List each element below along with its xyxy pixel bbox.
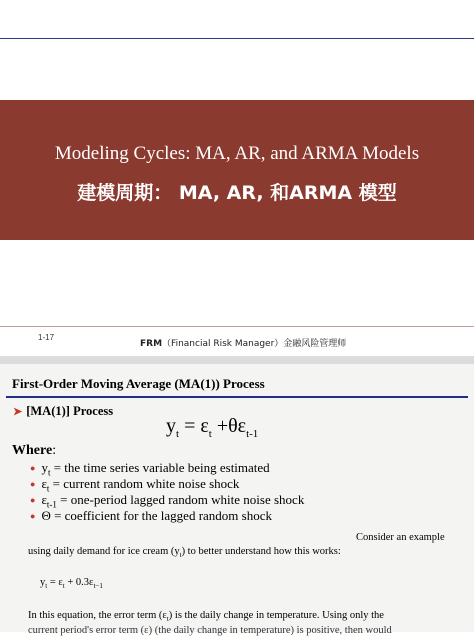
eq-eps: = ε <box>179 415 209 437</box>
example-equation <box>40 577 103 590</box>
example-line-1: Consider an example <box>356 532 445 543</box>
slide-title-english: Modeling Cycles: MA, AR, and ARMA Models <box>54 143 420 164</box>
def-text: = current random white noise shock <box>49 476 240 491</box>
eq-y: y <box>166 415 176 437</box>
example-sub: t <box>179 551 182 560</box>
where-text: Where <box>12 443 53 458</box>
example-text: ) is the daily change in temperature. Using only the <box>168 610 384 621</box>
eq-sub: t <box>62 582 65 591</box>
example-sub: t <box>166 615 169 624</box>
eq-eps-lag-sub: t-1 <box>246 428 259 440</box>
ma1-equation <box>166 415 258 440</box>
example-line-4: current period's error term (ε) (the daily change in temperature) is positive, then would <box>28 625 392 636</box>
eq-part: y <box>40 577 46 588</box>
bullet-dot-icon: ● <box>30 463 36 473</box>
def-sub: t <box>47 467 51 478</box>
page-number: 1-17 <box>38 333 55 342</box>
eq-y-sub: t <box>176 428 180 440</box>
def-text: = one-period lagged random white noise shock <box>56 492 305 507</box>
bullet-dot-icon: ● <box>30 479 36 489</box>
heading-rule <box>6 396 468 398</box>
example-text: using daily demand for ice cream (y <box>28 546 180 557</box>
arrow-bullet-icon: ➤ <box>13 406 23 418</box>
def-sub: t-1 <box>46 499 57 510</box>
footer-rest: （Financial Risk Manager）金融风险管理师 <box>162 339 347 349</box>
definition-item <box>30 460 304 476</box>
footer-frm: FRM <box>140 339 163 349</box>
top-rule <box>0 38 474 39</box>
def-sub: t <box>46 483 50 494</box>
eq-part: = ε <box>47 577 63 588</box>
def-symbol: ε <box>41 492 47 507</box>
bullet-ma1 <box>13 404 113 419</box>
bullet-dot-icon: ● <box>30 495 36 505</box>
title-band <box>0 100 474 240</box>
eq-sub: t <box>45 582 48 591</box>
slide-title-chinese: 建模周期： MA, AR, 和ARMA 模型 <box>77 182 397 204</box>
bullet-ma1-label: [MA(1)] Process <box>26 404 114 418</box>
def-symbol: Θ <box>41 508 51 523</box>
where-label <box>12 443 56 459</box>
bullet-dot-icon: ● <box>30 511 36 521</box>
example-text: ) to better understand how this works: <box>181 546 341 557</box>
where-colon: : <box>52 443 57 458</box>
definition-item <box>30 476 304 492</box>
definition-item <box>30 492 304 508</box>
slide-separator <box>0 356 474 364</box>
example-text: In this equation, the error term (ε <box>28 610 167 621</box>
footer-rule <box>0 326 474 327</box>
def-symbol: ε <box>41 476 47 491</box>
def-text: = coefficient for the lagged random shock <box>50 508 272 523</box>
eq-theta-eps: +θε <box>211 415 247 437</box>
example-line-2 <box>28 546 341 559</box>
def-symbol: y <box>41 460 48 475</box>
definition-item <box>30 508 304 524</box>
eq-sub: t−1 <box>93 582 103 591</box>
example-line-3 <box>28 610 384 623</box>
slide-heading: First-Order Moving Average (MA(1)) Process <box>12 376 265 391</box>
eq-eps-sub: t <box>208 428 212 440</box>
definition-list <box>30 460 304 524</box>
footer-text <box>140 336 346 349</box>
def-text: = the time series variable being estimated <box>50 460 270 475</box>
eq-part: + 0.3ε <box>64 577 94 588</box>
